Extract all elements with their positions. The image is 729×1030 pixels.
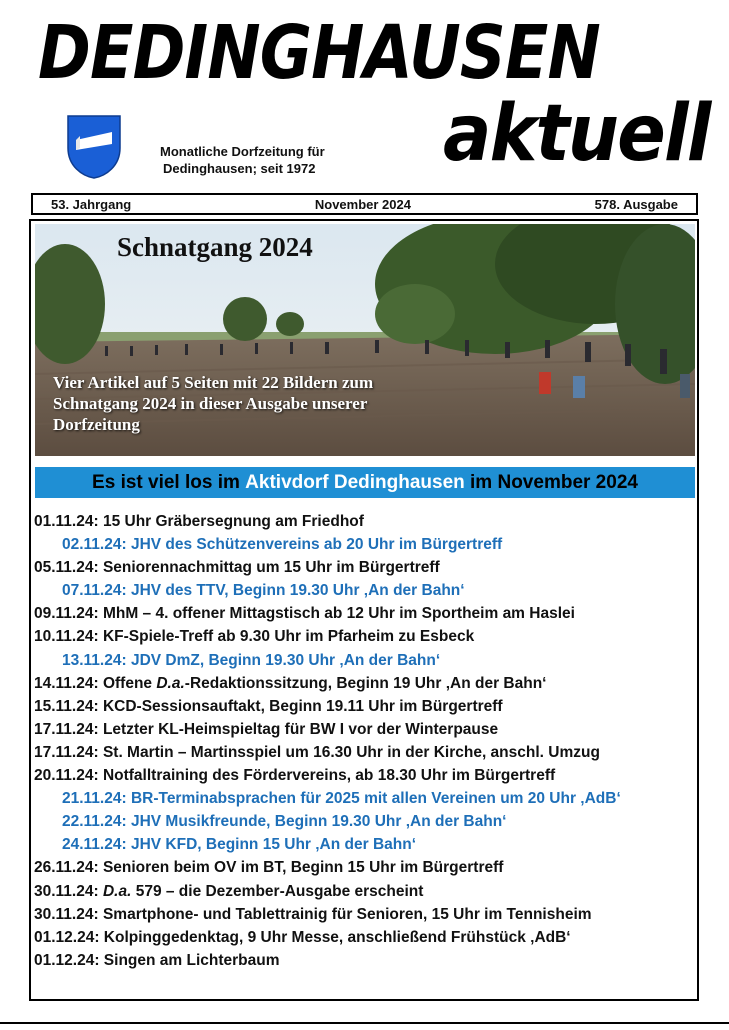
event-item: 20.11.24: Notfalltraining des Fördervereins, ab 18.30 Uhr im Bürgertreff <box>34 767 556 785</box>
event-item: 13.11.24: JDV DmZ, Beginn 19.30 Uhr ‚An der Bahn‘ <box>62 651 441 669</box>
bottom-rule <box>0 1022 729 1024</box>
event-publication-abbrev: D.a. <box>156 674 185 692</box>
event-item: 02.11.24: JHV des Schützenvereins ab 20 Uhr im Bürgertreff <box>62 536 503 554</box>
event-item: 21.11.24: BR-Terminabsprachen für 2025 mit allen Vereinen um 20 Uhr ‚AdB‘ <box>62 790 621 808</box>
month-label: November 2024 <box>314 196 411 212</box>
event-item: 15.11.24: KCD-Sessionsauftakt, Beginn 19.11 Uhr im Bürgertreff <box>34 697 503 715</box>
event-item <box>34 672 694 695</box>
issue-number-label: 578. Ausgabe <box>594 196 678 212</box>
event-item: 01.12.24: Kolpinggedenktag, 9 Uhr Messe, anschließend Frühstück ‚AdB‘ <box>34 928 571 946</box>
tagline-line-2: Dedinghausen; seit 1972 <box>163 161 316 176</box>
event-text: -Redaktionssitzung, Beginn 19 Uhr ‚An der Bahn‘ <box>184 674 547 692</box>
banner-text-1: Es ist viel los im <box>92 471 246 493</box>
masthead-title: DEDINGHAUSEN <box>38 10 600 96</box>
event-item: 30.11.24: Smartphone- und Tablettrainig für Senioren, 15 Uhr im Tennisheim <box>34 905 592 923</box>
event-item: 17.11.24: Letzter KL-Heimspieltag für BW I vor der Winterpause <box>34 720 499 738</box>
coat-of-arms-icon <box>66 114 122 180</box>
event-item: 10.11.24: KF-Spiele-Treff ab 9.30 Uhr im Pfarheim zu Esbeck <box>34 628 475 646</box>
event-item: 17.11.24: St. Martin – Martinsspiel um 16.30 Uhr in der Kirche, anschl. Umzug <box>34 743 600 761</box>
event-text: 14.11.24: Offene <box>34 674 157 692</box>
event-item: 05.11.24: Seniorennachmittag um 15 Uhr im Bürgertreff <box>34 559 440 577</box>
event-item: 09.11.24: MhM – 4. offener Mittagstisch ab 12 Uhr im Sportheim am Haslei <box>34 605 575 623</box>
event-item: 24.11.24: JHV KFD, Beginn 15 Uhr ‚An der Bahn‘ <box>62 836 417 854</box>
event-item: 07.11.24: JHV des TTV, Beginn 19.30 Uhr ‚An der Bahn‘ <box>62 582 465 600</box>
event-item <box>34 880 694 903</box>
event-item: 01.12.24: Singen am Lichterbaum <box>34 951 280 969</box>
event-publication-abbrev: D.a. <box>102 882 132 900</box>
tagline <box>160 143 325 177</box>
event-text: 579 – die Dezember-Ausgabe erscheint <box>131 882 424 900</box>
event-item: 22.11.24: JHV Musikfreunde, Beginn 19.30 Uhr ‚An der Bahn‘ <box>62 813 507 831</box>
volume-label: 53. Jahrgang <box>51 196 132 212</box>
banner-highlight: Aktivdorf Dedinghausen <box>245 471 465 493</box>
event-item: 01.11.24: 15 Uhr Gräbersegnung am Friedhof <box>34 513 364 530</box>
hero-title: Schnatgang 2024 <box>117 232 313 262</box>
hero-caption: Vier Artikel auf 5 Seiten mit 22 Bildern zum Schnatgang 2024 in dieser Ausgabe unserer Dorfzeitung <box>53 373 374 434</box>
event-item: 26.11.24: Senioren beim OV im BT, Beginn 15 Uhr im Bürgertreff <box>34 859 504 877</box>
tagline-line-1: Monatliche Dorfzeitung für <box>160 144 325 159</box>
issue-info-bar <box>31 193 698 215</box>
hero-photo <box>35 224 695 456</box>
event-text: 30.11.24: <box>34 882 103 900</box>
events-list <box>34 510 694 972</box>
masthead-subtitle: aktuell <box>443 89 710 179</box>
events-banner <box>35 467 695 498</box>
banner-text-2: im November 2024 <box>464 471 638 493</box>
